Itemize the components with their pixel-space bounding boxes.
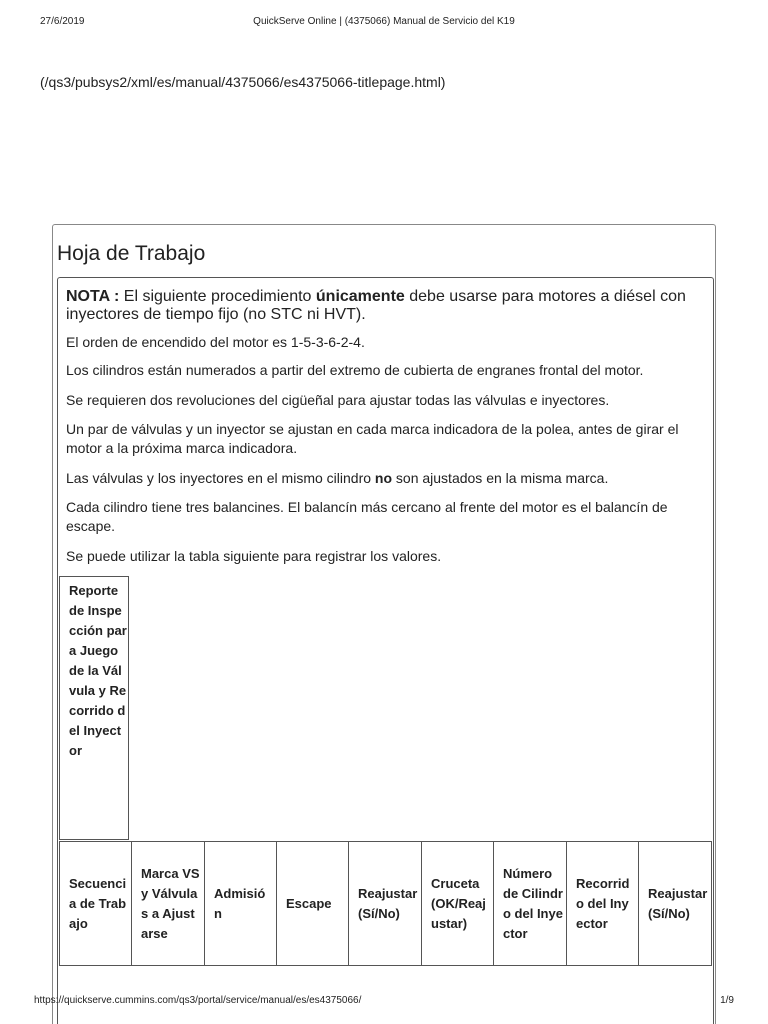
table-usage-paragraph: Se puede utilizar la tabla siguiente para registrar los valores. <box>66 548 442 564</box>
nota-emphasis: únicamente <box>315 288 405 305</box>
header-work-sequence: Secuencia de Trabajo <box>60 842 132 966</box>
nota-text-before: El siguiente procedimiento <box>119 288 316 305</box>
header-injector-cylinder-number: Número de Cilindro del Inyector <box>494 842 567 966</box>
print-date: 27/6/2019 <box>40 16 85 27</box>
cylinder-numbering-paragraph: Los cilindros están numerados a partir del extremo de cubierta de engranes frontal del motor. <box>66 362 644 378</box>
header-exhaust: Escape <box>277 842 349 966</box>
page-number: 1/9 <box>720 995 734 1006</box>
valve-pair-paragraph: Un par de válvulas y un inyector se ajustan en cada marca indicadora de la polea, antes de girar el motor a la próxima marca indicadora. <box>66 421 679 456</box>
header-readjust-injector: Reajustar (Sí/No) <box>639 842 712 966</box>
same-cylinder-text-before: Las válvulas y los inyectores en el mismo cilindro <box>66 470 375 486</box>
footer-url-link[interactable]: https://quickserve.cummins.com/qs3/portal/service/manual/es/es4375066/ <box>34 995 362 1006</box>
print-page-title: QuickServe Online | (4375066) Manual de Servicio del K19 <box>253 16 515 27</box>
crankshaft-revolutions-paragraph: Se requieren dos revoluciones del cigüeñal para ajustar todas las válvulas e inyectores. <box>66 392 610 408</box>
table-header-row <box>60 842 712 966</box>
section-title: Hoja de Trabajo <box>57 242 206 265</box>
inspection-table <box>59 841 712 966</box>
same-cylinder-paragraph <box>66 469 716 488</box>
header-injector-travel: Recorrido del Inyector <box>567 842 639 966</box>
header-vs-mark-valves: Marca VS y Válvulas a Ajustarse <box>132 842 205 966</box>
header-readjust-valves: Reajustar (Sí/No) <box>349 842 422 966</box>
header-intake: Admisión <box>205 842 277 966</box>
nota-text-after: debe usarse para motores a diésel con inyectores de tiempo fijo (no STC ni HVT). <box>66 288 686 323</box>
nota-note <box>66 288 716 324</box>
same-cylinder-text-after: son ajustados en la misma marca. <box>392 470 609 486</box>
nota-label: NOTA : <box>66 288 120 305</box>
header-crosshead: Cruceta (OK/Reajustar) <box>422 842 494 966</box>
table-caption-cell: Reporte de Inspección para Juego de la Válvula y Recorrido del Inyector <box>59 576 129 840</box>
firing-order-paragraph: El orden de encendido del motor es 1-5-3-6-2-4. <box>66 334 365 350</box>
rocker-levers-paragraph: Cada cilindro tiene tres balancines. El balancín más cercano al frente del motor es el balancín de escape. <box>66 499 668 534</box>
same-cylinder-emphasis: no <box>374 470 393 486</box>
source-path-link[interactable]: (/qs3/pubsys2/xml/es/manual/4375066/es4375066-titlepage.html) <box>40 74 446 90</box>
